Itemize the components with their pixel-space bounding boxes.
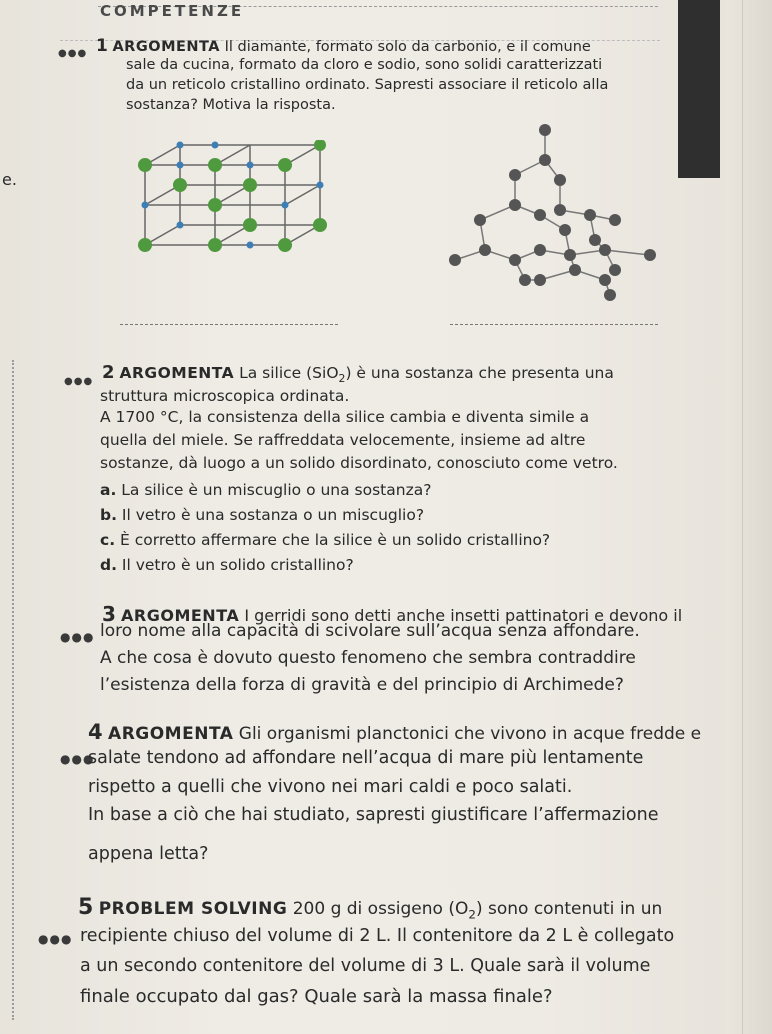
q1-line-2: sale da cucina, formato da cloro e sodio, sono solidi caratterizzati xyxy=(126,57,603,73)
carbon-atom xyxy=(554,204,566,216)
q5-line-1-sub: 2 xyxy=(468,907,476,922)
page-edge xyxy=(726,0,772,1034)
q5-line-2: recipiente chiuso del volume di 2 L. Il contenitore da 2 L è collegato xyxy=(80,926,675,946)
q2-line-1-after: ) è una sostanza che presenta una xyxy=(345,364,614,382)
q3-keyword: ARGOMENTA xyxy=(121,606,240,625)
stray-letter: e. xyxy=(2,170,17,189)
q4-line-4: In base a ciò che hai studiato, sapresti giustificare l’affermazione xyxy=(88,805,659,825)
q2-item-b-label: b. xyxy=(100,506,117,524)
q4-line-1: Gli organismi planctonici che vivono in acque fredde e xyxy=(238,724,702,744)
carbon-atom xyxy=(589,234,601,246)
chloride-ion xyxy=(282,202,289,209)
q2-item-c xyxy=(100,533,550,549)
sodium-ion xyxy=(278,238,292,252)
carbon-atom xyxy=(519,274,531,286)
chloride-ion xyxy=(247,242,254,249)
q1-line-3: da un reticolo cristallino ordinato. Sapresti associare il reticolo alla xyxy=(126,77,609,93)
q2-line-4: quella del miele. Se raffreddata velocemente, insieme ad altre xyxy=(100,431,586,449)
page-edge-line xyxy=(742,0,743,1034)
sodium-ion xyxy=(243,178,257,192)
q2-item-d-text: Il vetro è un solido cristallino? xyxy=(121,556,354,574)
q4-line-3: rispetto a quelli che vivono nei mari caldi e poco salati. xyxy=(88,777,573,797)
sodium-ion xyxy=(138,238,152,252)
carbon-atom xyxy=(449,254,461,266)
q1-keyword: ARGOMENTA xyxy=(112,39,221,55)
carbon-atom xyxy=(554,174,566,186)
sodium-ion xyxy=(243,218,257,232)
q1-number: 1 xyxy=(96,36,108,56)
carbon-atom xyxy=(559,224,571,236)
q2-number: 2 xyxy=(102,362,115,383)
q4-line-2: salate tendono ad affondare nell’acqua di mare più lentamente xyxy=(88,748,644,768)
q2-line-2: struttura microscopica ordinata. xyxy=(100,387,350,405)
chloride-ion xyxy=(212,142,219,149)
difficulty-dots-icon: ●●● xyxy=(58,48,88,59)
sodium-ion xyxy=(313,218,327,232)
carbon-atom xyxy=(509,254,521,266)
q2-item-b-text: Il vetro è una sostanza o un miscuglio? xyxy=(121,506,425,524)
q1-heading xyxy=(96,38,591,55)
carbon-atom xyxy=(609,214,621,226)
sodium-ion xyxy=(173,178,187,192)
carbon-atom xyxy=(609,264,621,276)
q4-line-5: appena letta? xyxy=(88,844,209,864)
q2-line-5: sostanze, dà luogo a un solido disordinato, conosciuto come vetro. xyxy=(100,454,618,472)
q2-item-b xyxy=(100,508,424,524)
carbon-atom xyxy=(479,244,491,256)
carbon-atom xyxy=(644,249,656,261)
sodium-ion xyxy=(314,140,326,151)
carbon-atom xyxy=(509,169,521,181)
section-header: COMPETENZE xyxy=(100,2,245,20)
carbon-atom xyxy=(584,209,596,221)
q5-line-3: a un secondo contenitore del volume di 3 L. Quale sarà il volume xyxy=(80,956,651,976)
q5-heading xyxy=(78,897,662,921)
q5-number: 5 xyxy=(78,895,94,920)
carbon-atom xyxy=(539,124,551,136)
nacl-lattice-figure xyxy=(130,140,330,280)
q2-item-d xyxy=(100,558,354,574)
chloride-ion xyxy=(177,222,184,229)
q3-line-4: l’esistenza della forza di gravità e del principio di Archimede? xyxy=(100,675,624,695)
difficulty-dots-icon: ●●● xyxy=(38,932,73,946)
q2-keyword: ARGOMENTA xyxy=(119,364,235,382)
dark-tab-marker xyxy=(678,0,720,178)
carbon-atom xyxy=(564,249,576,261)
carbon-atom xyxy=(599,274,611,286)
difficulty-dots-icon: ●●● xyxy=(64,376,94,387)
carbon-atom xyxy=(534,244,546,256)
diamond-lattice-figure xyxy=(440,120,665,305)
q1-line-4: sostanza? Motiva la risposta. xyxy=(126,97,336,113)
q2-item-a xyxy=(100,483,431,499)
q2-line-1-sub: 2 xyxy=(338,372,346,386)
q3-line-1: I gerridi sono detti anche insetti pattinatori e devono il xyxy=(244,606,683,625)
q5-keyword: PROBLEM SOLVING xyxy=(98,899,288,919)
difficulty-dots-icon: ●●● xyxy=(60,752,95,766)
q5-line-4: finale occupato dal gas? Quale sarà la massa finale? xyxy=(80,986,553,1007)
q5-line-1-before: 200 g di ossigeno (O xyxy=(292,899,469,919)
sodium-ion xyxy=(208,198,222,212)
difficulty-dots-icon: ●●● xyxy=(60,630,95,644)
q2-line-1-before: La silice (SiO xyxy=(239,364,339,382)
q2-item-d-label: d. xyxy=(100,556,117,574)
carbon-atom xyxy=(604,289,616,301)
q2-heading xyxy=(102,364,614,385)
sodium-ion xyxy=(208,238,222,252)
q3-line-2: loro nome alla capacità di scivolare sull’acqua senza affondare. xyxy=(100,621,640,641)
q4-keyword: ARGOMENTA xyxy=(108,724,234,744)
q3-line-3: A che cosa è dovuto questo fenomeno che sembra contraddire xyxy=(100,648,636,668)
q4-heading xyxy=(88,722,701,743)
chloride-ion xyxy=(177,162,184,169)
chloride-ion xyxy=(177,142,184,149)
carbon-atom xyxy=(539,154,551,166)
q2-item-a-text: La silice è un miscuglio o una sostanza? xyxy=(121,481,432,499)
carbon-atom xyxy=(569,264,581,276)
q3-number: 3 xyxy=(102,602,116,626)
carbon-atom xyxy=(534,209,546,221)
margin-dotted-line xyxy=(12,360,14,1020)
q1-line-1: Il diamante, formato solo da carbonio, e il comune xyxy=(224,39,591,55)
q2-item-a-label: a. xyxy=(100,481,117,499)
sodium-ion xyxy=(138,158,152,172)
carbon-atom xyxy=(599,244,611,256)
answer-blank-left[interactable] xyxy=(120,324,338,325)
q2-item-c-label: c. xyxy=(100,531,116,549)
chloride-ion xyxy=(247,162,254,169)
carbon-atom xyxy=(509,199,521,211)
chloride-ion xyxy=(142,202,149,209)
carbon-atoms xyxy=(449,124,656,301)
sodium-ion xyxy=(208,158,222,172)
carbon-atom xyxy=(534,274,546,286)
q2-line-3: A 1700 °C, la consistenza della silice cambia e diventa simile a xyxy=(100,408,590,426)
q5-line-1-after: ) sono contenuti in un xyxy=(475,899,663,919)
carbon-atom xyxy=(474,214,486,226)
answer-blank-right[interactable] xyxy=(450,324,658,325)
q2-item-c-text: È corretto affermare che la silice è un solido cristallino? xyxy=(120,531,551,549)
sodium-ion xyxy=(278,158,292,172)
q4-number: 4 xyxy=(88,720,103,744)
chloride-ion xyxy=(317,182,324,189)
